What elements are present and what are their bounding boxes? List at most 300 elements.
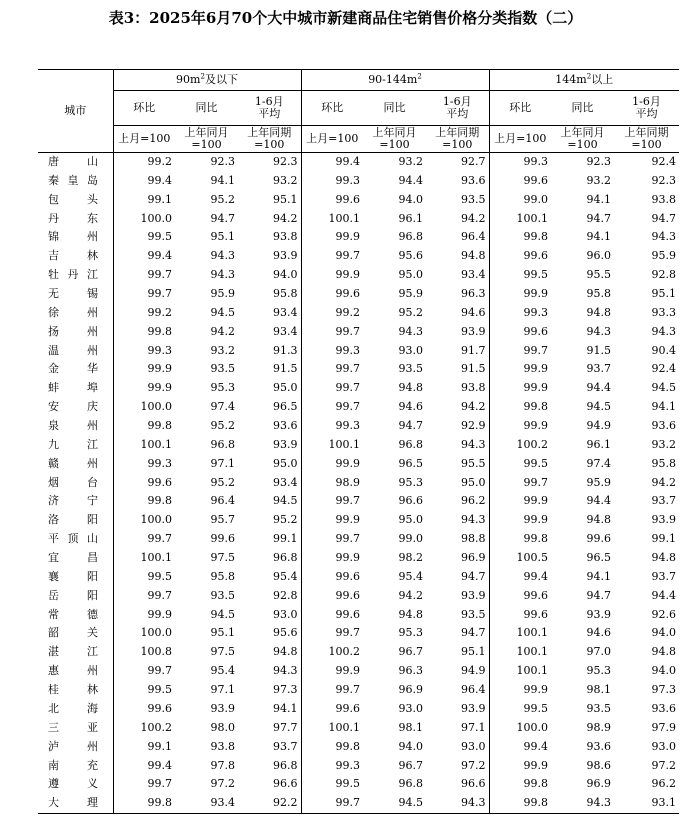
index-value: 91.5 [586, 343, 611, 357]
price-index-table [38, 69, 679, 814]
index-value: 95.4 [398, 569, 423, 583]
index-value: 95.8 [210, 569, 235, 583]
index-value: 95.5 [586, 268, 611, 282]
index-value: 99.6 [301, 285, 363, 304]
index-value: 96.8 [398, 230, 423, 244]
city-cell [38, 153, 113, 172]
avg-header-line2: 平均 [258, 107, 281, 120]
index-value: 99.8 [489, 398, 551, 417]
index-value: 99.9 [489, 511, 551, 530]
index-value: 99.7 [301, 360, 363, 379]
city-name: 南充 [48, 758, 98, 772]
index-value: 96.8 [273, 758, 298, 772]
avg-unit [426, 126, 489, 153]
city-name: 扬州 [48, 324, 98, 338]
table-row [38, 455, 679, 474]
mom-unit: 上月=100 [113, 126, 175, 153]
index-value: 95.3 [398, 475, 423, 489]
index-value: 94.4 [586, 494, 611, 508]
index-value: 94.3 [461, 437, 486, 451]
index-value: 99.6 [301, 191, 363, 210]
city-cell [38, 172, 113, 191]
index-value: 99.2 [147, 155, 172, 168]
index-value: 95.9 [586, 475, 611, 489]
table-row [38, 624, 679, 643]
page-title: 表3：2025年6月70个大中城市新建商品住宅销售价格分类指数（二） [108, 9, 583, 27]
index-value: 94.3 [210, 249, 235, 263]
index-value: 97.0 [586, 645, 611, 659]
index-value: 99.6 [489, 323, 551, 342]
city-cell [38, 436, 113, 455]
index-value: 95.7 [210, 513, 235, 527]
table-row [38, 266, 679, 285]
index-value: 99.6 [147, 475, 172, 489]
table-row [38, 719, 679, 738]
index-value: 99.7 [147, 588, 172, 602]
avg-unit [238, 126, 301, 153]
yoy-unit-line2: =100 [379, 138, 410, 151]
index-value: 98.2 [398, 551, 423, 565]
index-value: 96.5 [398, 456, 423, 470]
index-value: 93.9 [273, 249, 298, 263]
index-value: 92.3 [210, 155, 235, 168]
index-value: 97.5 [210, 551, 235, 565]
index-value: 99.7 [147, 664, 172, 678]
index-value: 99.5 [301, 775, 363, 794]
index-value: 99.9 [301, 662, 363, 681]
index-value: 94.3 [398, 324, 423, 338]
index-value: 91.5 [461, 362, 486, 376]
index-value: 93.8 [273, 230, 298, 244]
index-value: 95.9 [651, 249, 676, 263]
index-value: 96.9 [398, 683, 423, 697]
index-value: 96.8 [210, 437, 235, 451]
table-row [38, 210, 679, 229]
index-value: 92.6 [651, 607, 676, 621]
table-row [38, 549, 679, 568]
index-value: 95.0 [273, 381, 298, 395]
city-cell [38, 323, 113, 342]
index-value: 94.3 [551, 794, 614, 813]
index-value: 97.4 [586, 456, 611, 470]
index-value: 99.0 [398, 532, 423, 546]
index-value: 100.1 [140, 437, 172, 451]
city-cell [38, 417, 113, 436]
avg-header-line1: 1-6月 [442, 95, 472, 108]
mom-header: 环比 [301, 91, 363, 126]
index-value: 94.3 [273, 664, 298, 678]
index-value: 97.1 [210, 456, 235, 470]
city-name: 遵义 [48, 777, 98, 791]
index-value: 99.6 [489, 247, 551, 266]
index-value: 96.3 [461, 287, 486, 301]
index-value: 99.5 [489, 700, 551, 719]
city-cell [38, 191, 113, 210]
index-value: 93.0 [273, 607, 298, 621]
table-row [38, 681, 679, 700]
index-value: 93.9 [586, 607, 611, 621]
index-value: 97.9 [651, 720, 676, 734]
index-value: 94.9 [461, 664, 486, 678]
city-name: 泉州 [48, 419, 98, 433]
index-value: 99.9 [489, 379, 551, 398]
index-value: 99.8 [147, 419, 172, 433]
city-cell [38, 455, 113, 474]
index-value: 96.6 [273, 777, 298, 791]
index-value: 100.0 [140, 211, 172, 225]
city-name: 丹东 [48, 211, 98, 225]
avg-unit-line2: =100 [442, 138, 473, 151]
index-value: 99.7 [147, 287, 172, 301]
index-value: 97.5 [210, 645, 235, 659]
index-value: 93.9 [461, 588, 486, 602]
group-header-medium: $90-144m^2$ [301, 70, 489, 91]
index-value: 94.2 [210, 324, 235, 338]
index-value: 99.9 [301, 511, 363, 530]
index-value: 96.9 [586, 777, 611, 791]
index-value: 93.5 [210, 362, 235, 376]
city-cell [38, 775, 113, 794]
city-cell [38, 700, 113, 719]
city-name: 唐山 [48, 155, 98, 168]
index-value: 94.5 [363, 794, 426, 813]
index-value: 97.2 [651, 758, 676, 772]
index-value: 99.7 [301, 379, 363, 398]
city-name: 安庆 [48, 400, 98, 414]
city-name: 无锡 [48, 287, 98, 301]
city-name: 徐州 [48, 305, 98, 319]
index-value: 99.3 [489, 304, 551, 323]
index-value: 98.9 [586, 720, 611, 734]
yoy-header: 同比 [571, 101, 594, 114]
index-value: 99.7 [301, 492, 363, 511]
index-value: 96.6 [461, 777, 486, 791]
index-value: 99.8 [489, 775, 551, 794]
index-value: 100.0 [489, 719, 551, 738]
table-row [38, 323, 679, 342]
city-cell [38, 681, 113, 700]
city-name: 吉林 [48, 249, 98, 263]
index-value: 95.2 [210, 419, 235, 433]
index-value: 93.5 [210, 588, 235, 602]
table-row [38, 228, 679, 247]
table-body [38, 153, 679, 814]
city-name: 包头 [48, 192, 98, 206]
index-value: 100.1 [140, 551, 172, 565]
avg-header-line1: 1-6月 [632, 95, 661, 108]
table-row [38, 775, 679, 794]
table-row [38, 643, 679, 662]
index-value: 99.4 [489, 568, 551, 587]
index-value: 92.8 [273, 588, 298, 602]
index-value: 99.7 [301, 794, 363, 813]
index-value: 94.4 [398, 173, 423, 187]
index-value: 96.8 [398, 777, 423, 791]
index-value: 92.3 [586, 155, 611, 168]
index-value: 90.4 [651, 343, 676, 357]
city-name: 牡丹江 [48, 268, 98, 282]
index-value: 97.1 [210, 683, 235, 697]
index-value: 94.8 [398, 381, 423, 395]
table-row [38, 474, 679, 493]
index-value: 94.0 [398, 739, 423, 753]
index-value: 91.3 [273, 343, 298, 357]
index-value: 96.9 [461, 551, 486, 565]
index-value: 99.6 [301, 568, 363, 587]
city-cell [38, 304, 113, 323]
index-value: 97.3 [273, 683, 298, 697]
index-value: 95.6 [273, 626, 298, 640]
index-value: 94.1 [586, 192, 611, 206]
index-value: 99.3 [489, 153, 551, 172]
index-value: 99.4 [301, 153, 363, 172]
index-value: 94.0 [398, 192, 423, 206]
index-value: 95.1 [461, 645, 486, 659]
city-cell [38, 643, 113, 662]
index-value: 94.6 [461, 305, 486, 319]
index-value: 96.1 [398, 211, 423, 225]
index-value: 93.5 [586, 701, 611, 715]
city-cell [38, 474, 113, 493]
index-value: 95.3 [210, 381, 235, 395]
index-value: 93.4 [175, 794, 238, 813]
city-name: 锦州 [48, 230, 98, 244]
index-value: 93.2 [210, 343, 235, 357]
index-value: 92.8 [651, 268, 676, 282]
city-name: 大理 [48, 796, 98, 810]
index-value: 96.4 [461, 230, 486, 244]
index-value: 94.1 [273, 701, 298, 715]
index-value: 94.8 [273, 645, 298, 659]
index-value: 94.5 [651, 381, 676, 395]
index-value: 94.4 [586, 381, 611, 395]
yoy-unit-line2: =100 [567, 138, 598, 151]
city-cell [38, 530, 113, 549]
index-value: 95.2 [210, 475, 235, 489]
index-value: 95.1 [210, 230, 235, 244]
city-cell [38, 794, 113, 813]
index-value: 94.8 [461, 249, 486, 263]
index-value: 94.2 [398, 588, 423, 602]
city-cell [38, 549, 113, 568]
index-value: 93.9 [273, 437, 298, 451]
yoy-unit-line2: =100 [191, 138, 222, 151]
index-value: 92.9 [461, 419, 486, 433]
avg-unit-line1: 上年同期 [624, 126, 669, 139]
index-value: 93.7 [651, 569, 676, 583]
index-value: 95.8 [651, 456, 676, 470]
index-value: 91.5 [273, 362, 298, 376]
index-value: 95.0 [398, 268, 423, 282]
index-value: 99.9 [489, 757, 551, 776]
index-value: 99.8 [113, 794, 175, 813]
index-value: 94.2 [461, 400, 486, 414]
index-value: 100.1 [489, 643, 551, 662]
index-value: 99.9 [301, 228, 363, 247]
city-cell [38, 492, 113, 511]
index-value: 93.0 [398, 701, 423, 715]
index-value: 99.7 [301, 681, 363, 700]
index-value: 96.2 [461, 494, 486, 508]
index-value: 94.3 [210, 268, 235, 282]
index-value: 97.4 [210, 400, 235, 414]
table-row [38, 606, 679, 625]
index-value: 99.7 [301, 624, 363, 643]
index-value: 94.7 [461, 569, 486, 583]
city-cell [38, 360, 113, 379]
index-value: 97.2 [461, 758, 486, 772]
yoy-header: 同比 [195, 101, 218, 114]
index-value: 99.6 [489, 172, 551, 191]
city-name: 洛阳 [48, 513, 98, 527]
index-value: 95.8 [586, 287, 611, 301]
yoy-unit [363, 126, 426, 153]
index-value: 92.3 [651, 173, 676, 187]
city-name: 襄阳 [48, 569, 98, 583]
index-value: 99.9 [489, 285, 551, 304]
index-value: 100.0 [140, 513, 172, 527]
table-row [38, 172, 679, 191]
index-value: 93.4 [273, 324, 298, 338]
index-value: 96.4 [210, 494, 235, 508]
index-value: 100.0 [140, 626, 172, 640]
index-value: 93.0 [651, 739, 676, 753]
index-value: 93.6 [273, 419, 298, 433]
city-name: 平顶山 [48, 532, 98, 546]
index-value: 94.2 [461, 211, 486, 225]
index-value: 95.2 [398, 305, 423, 319]
index-value: 94.3 [651, 230, 676, 244]
city-name: 惠州 [48, 664, 98, 678]
index-value: 96.5 [586, 551, 611, 565]
city-name: 北海 [48, 701, 98, 715]
avg-unit-line2: =100 [631, 138, 662, 151]
index-value: 99.7 [301, 398, 363, 417]
index-value: 93.5 [461, 607, 486, 621]
avg-unit-line1: 上年同期 [247, 126, 292, 139]
index-value: 100.1 [489, 662, 551, 681]
index-value: 94.1 [210, 173, 235, 187]
city-cell [38, 624, 113, 643]
index-value: 100.1 [489, 624, 551, 643]
index-value: 98.1 [586, 683, 611, 697]
city-name: 三亚 [48, 720, 98, 734]
table-row [38, 398, 679, 417]
index-value: 96.8 [273, 551, 298, 565]
index-value: 94.1 [651, 400, 676, 414]
yoy-unit [175, 126, 238, 153]
index-value: 99.9 [489, 360, 551, 379]
index-value: 94.0 [651, 626, 676, 640]
index-value: 96.8 [398, 437, 423, 451]
avg-unit [614, 126, 679, 153]
yoy-unit-line1: 上年同月 [372, 126, 417, 139]
city-column-header: 城市 [38, 70, 113, 153]
index-value: 96.2 [651, 777, 676, 791]
index-value: 93.9 [461, 701, 486, 715]
index-value: 99.9 [147, 381, 172, 395]
index-value: 95.2 [273, 513, 298, 527]
index-value: 99.1 [651, 532, 676, 546]
index-value: 94.6 [586, 626, 611, 640]
index-value: 99.6 [301, 700, 363, 719]
avg-header [614, 91, 679, 126]
mom-header: 环比 [133, 101, 156, 114]
table-row [38, 379, 679, 398]
index-value: 95.1 [210, 626, 235, 640]
index-value: 92.2 [238, 794, 301, 813]
index-value: 99.8 [301, 738, 363, 757]
city-cell [38, 719, 113, 738]
index-value: 99.7 [489, 342, 551, 361]
index-value: 99.1 [147, 739, 172, 753]
city-name: 温州 [48, 343, 98, 357]
yoy-unit [551, 126, 614, 153]
city-cell [38, 266, 113, 285]
city-name: 泸州 [48, 739, 98, 753]
index-value: 93.2 [273, 173, 298, 187]
group-header-small: $90m^2$及以下 [113, 70, 301, 91]
index-value: 99.7 [489, 474, 551, 493]
index-value: 100.0 [140, 400, 172, 414]
group-header-large: $144m^2$以上 [489, 70, 679, 91]
city-name: 岳阳 [48, 588, 98, 602]
index-value: 94.7 [461, 626, 486, 640]
city-cell [38, 285, 113, 304]
index-value: 96.3 [398, 664, 423, 678]
index-value: 99.6 [147, 701, 172, 715]
index-value: 94.8 [586, 305, 611, 319]
index-value: 99.6 [301, 606, 363, 625]
index-value: 99.6 [301, 587, 363, 606]
index-value: 99.9 [147, 607, 172, 621]
city-name: 济宁 [48, 494, 98, 508]
index-value: 95.6 [398, 249, 423, 263]
index-value: 97.8 [210, 758, 235, 772]
city-cell [38, 738, 113, 757]
table-row [38, 304, 679, 323]
index-value: 99.7 [301, 530, 363, 549]
city-cell [38, 228, 113, 247]
table-row [38, 342, 679, 361]
table-row [38, 794, 679, 813]
index-value: 94.0 [651, 664, 676, 678]
table-row [38, 738, 679, 757]
index-value: 94.6 [398, 400, 423, 414]
index-value: 99.5 [147, 230, 172, 244]
index-value: 93.9 [651, 513, 676, 527]
index-value: 94.8 [398, 607, 423, 621]
index-value: 93.6 [651, 419, 676, 433]
index-value: 93.4 [273, 475, 298, 489]
mom-unit: 上月=100 [489, 126, 551, 153]
index-value: 95.4 [210, 664, 235, 678]
index-value: 99.2 [147, 305, 172, 319]
table-row [38, 417, 679, 436]
index-value: 99.9 [489, 492, 551, 511]
index-value: 99.6 [489, 606, 551, 625]
index-value: 98.1 [398, 720, 423, 734]
index-value: 99.8 [147, 324, 172, 338]
yoy-unit-line1: 上年同月 [560, 126, 605, 139]
city-cell [38, 511, 113, 530]
index-value: 95.5 [461, 456, 486, 470]
index-value: 99.7 [301, 323, 363, 342]
index-value: 95.9 [210, 287, 235, 301]
index-value: 99.2 [301, 304, 363, 323]
index-value: 93.1 [614, 794, 679, 813]
index-value: 99.3 [147, 343, 172, 357]
